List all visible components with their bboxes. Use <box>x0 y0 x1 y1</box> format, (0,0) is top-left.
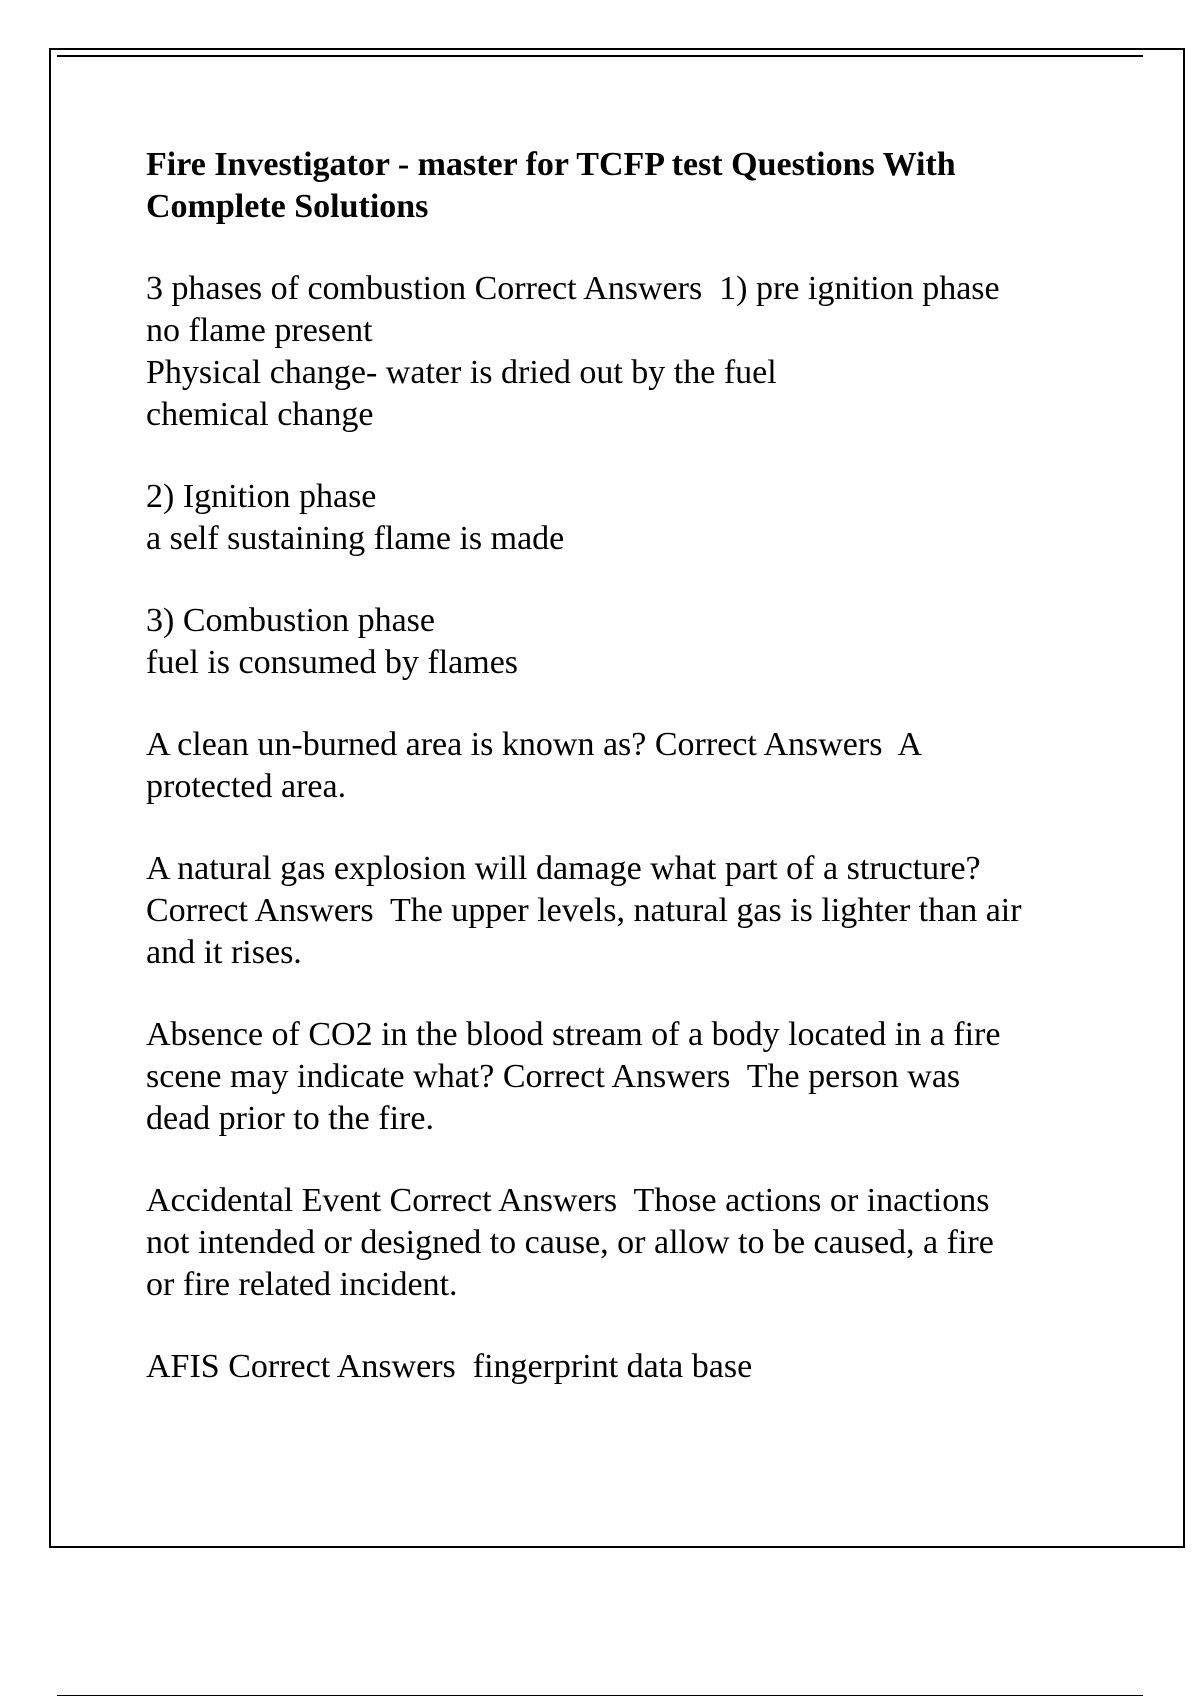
document-title <box>146 144 1096 228</box>
text-line: a self sustaining flame is made <box>146 520 565 557</box>
top-rule <box>57 55 1143 57</box>
document-content <box>146 144 1096 1428</box>
qa-block <box>146 1014 1096 1140</box>
bottom-rule <box>57 1695 1143 1696</box>
text-line: no flame present <box>146 312 373 349</box>
text-line: chemical change <box>146 396 374 433</box>
qa-block <box>146 724 1096 808</box>
text-line: protected area. <box>146 768 347 805</box>
text-line: Absence of CO2 in the blood stream of a body located in a fire <box>146 1016 1001 1053</box>
text-line: Physical change- water is dried out by the fuel <box>146 354 777 391</box>
qa-block <box>146 1346 1096 1388</box>
qa-block <box>146 848 1096 974</box>
qa-block <box>146 268 1096 436</box>
title-line: Complete Solutions <box>146 188 429 225</box>
text-line: Correct Answers The upper levels, natural gas is lighter than air <box>146 892 1022 929</box>
text-line: AFIS Correct Answers fingerprint data base <box>146 1348 753 1385</box>
qa-block <box>146 1180 1096 1306</box>
text-line: Accidental Event Correct Answers Those actions or inactions <box>146 1182 990 1219</box>
text-line: and it rises. <box>146 934 302 971</box>
text-line: dead prior to the fire. <box>146 1100 434 1137</box>
text-line: A natural gas explosion will damage what part of a structure? <box>146 850 981 887</box>
qa-block <box>146 476 1096 560</box>
text-line: not intended or designed to cause, or allow to be caused, a fire <box>146 1224 994 1261</box>
text-line: fuel is consumed by flames <box>146 644 519 681</box>
text-line: 3) Combustion phase <box>146 602 435 639</box>
text-line: 2) Ignition phase <box>146 478 377 515</box>
qa-block <box>146 600 1096 684</box>
title-line: Fire Investigator - master for TCFP test Questions With <box>146 146 956 183</box>
text-line: scene may indicate what? Correct Answers The person was <box>146 1058 961 1095</box>
text-line: A clean un-burned area is known as? Correct Answers A <box>146 726 923 763</box>
text-line: or fire related incident. <box>146 1266 458 1303</box>
text-line: 3 phases of combustion Correct Answers 1) pre ignition phase <box>146 270 1000 307</box>
